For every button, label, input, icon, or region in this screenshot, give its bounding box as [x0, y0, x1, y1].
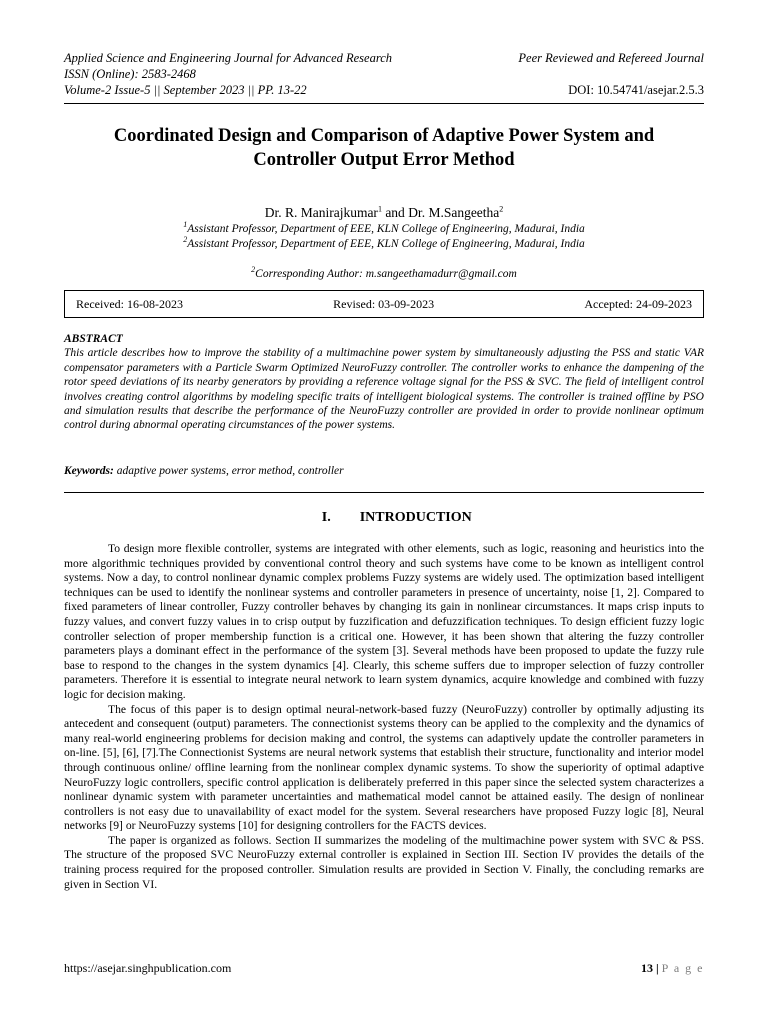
received-date: Received: 16-08-2023: [76, 296, 183, 311]
abstract-heading: ABSTRACT: [64, 333, 123, 345]
abstract: [64, 332, 704, 433]
paper-title: [64, 124, 704, 172]
section-heading: [64, 510, 704, 526]
dates-box: [64, 290, 704, 318]
issn: ISSN (Online): 2583-2468: [64, 67, 196, 81]
corresponding-author: [64, 265, 704, 280]
doi: DOI: 10.54741/asejar.2.5.3: [568, 83, 704, 97]
abstract-text: This article describes how to improve the stability of a multimachine power system by simultaneously adjusting the PSS and static VAR compensator parameters with a Particle Swarm Optimized NeuroFuzzy controller. The controller works to enhance the dampening of the rotor speed deviations of its nearby generators by providing a reference voltage signal for the PSS & SVC. The field of intelligent control involves creating control algorithms by modeling specific traits of intelligent biological systems. The controller is trained offline by PSO and simulation results that describe the performance of the NeuroFuzzy controller are provided in order to provide nonlinear optimum control during abnormal operating circumstances of the power systems.: [64, 347, 704, 432]
author-conjunction: and: [381, 205, 409, 220]
page-footer: [64, 961, 704, 976]
page-indicator: [641, 961, 704, 976]
section-number: I.: [321, 510, 331, 525]
affiliation-2: [64, 237, 704, 252]
keywords: [64, 465, 704, 477]
header-divider: [64, 103, 704, 104]
paragraph-1: To design more flexible controller, systems are integrated with other elements, such as logic, reasoning and heuristics into the more algorithmic techniques provided by conventional control theory and such systems have come to be known as intelligent control systems. Now a day, to control nonlinear dynamic complex problems Fuzzy systems are widely used. The optimization based intelligent techniques can be used to identify the nonlinear systems and controller parameters in presence of uncertainty, noise [1, 2]. Compared to fixed parameters of linear controller, Fuzzy controller behaves by changing its gain in nonlinear circumstances. It maps crisp inputs to fuzzy values, and convert fuzzy values in to crisp output by fuzzification and defuzzification techniques. To design efficient fuzzy logic controller selection of proper membership function is a critical one. However, it has been shown that altering the fuzzy controller parameters plays a dominant effect in the performance of the system [3]. Several methods have been proposed to update the fuzzy rule base to respond to the changes in the system dynamics [4]. Clearly, this scheme suffers due to improper selection of fuzzy controller parameters. Therefore it is essential to integrate neural network to learn system dynamics, acquire knowledge and combined with fuzzy logic for decision making.: [64, 542, 704, 701]
author-2: Dr. M.Sangeetha: [408, 205, 500, 220]
author-line: [64, 205, 704, 221]
journal-name: Applied Science and Engineering Journal for Advanced Research: [64, 51, 393, 65]
author-2-sup: 2: [499, 204, 504, 214]
page-separator: |: [652, 961, 662, 975]
affiliation-1-text: Assistant Professor, Department of EEE, KLN College of Engineering, Madurai, India: [187, 223, 585, 235]
body-text: [64, 542, 704, 892]
paragraph-3: The paper is organized as follows. Section II summarizes the modeling of the multimachine power system with SVC & PSS. The structure of the proposed SVC NeuroFuzzy external controller is explained in Section III. Section IV provides the details of the training process required for the proposed controller. Simulation results are provided in Section V. Finally, the concluding remarks are given in Section VI.: [64, 833, 704, 891]
author-1: Dr. R. Manirajkumar: [264, 205, 378, 220]
author-1-sup: 1: [377, 204, 382, 214]
paragraph-2: The focus of this paper is to design optimal neural-network-based fuzzy (NeuroFuzzy) controller by optimally adjusting its antecedent and consequent (output) parameters. The connectionist systems theory can be applied to the complexity and the dynamics of many real-world engineering problems for decision making and control, the systems can adaptively update the controller parameters in on-line. [5], [6], [7].The Connectionist Systems are neural network systems that establish their structure, functionality and interior model through continuous online/ offline learning from the nonlinear complex dynamic systems. To show the superiority of optimal adaptive NeuroFuzzy logic controllers, specific control application is deliberately preferred in this paper since the selected system characterizes a nonlinear dynamic system with parameter uncertainties and mathematical model cannot be attained easily. The design of nonlinear controllers is not easy due to unavailability of exact model for the system. Several researchers have proposed Fuzzy logic [8], Neural networks [9] or NeuroFuzzy systems [10] for designing controllers for the FACTS devices.: [64, 702, 704, 833]
affiliation-2-text: Assistant Professor, Department of EEE, KLN College of Engineering, Madurai, India: [187, 238, 585, 250]
affiliation-2-sup: 2: [183, 235, 188, 245]
page-word: P a g e: [661, 961, 704, 975]
title-line-1: Coordinated Design and Comparison of Adaptive Power System and: [113, 126, 655, 146]
corresponding-text: Corresponding Author: m.sangeethamadurr@gmail.com: [255, 268, 517, 280]
affiliation-1: [64, 222, 704, 237]
title-line-2: Controller Output Error Method: [253, 150, 515, 170]
revised-date: Revised: 03-09-2023: [333, 296, 435, 311]
affiliation-1-sup: 1: [183, 220, 188, 230]
keywords-text: adaptive power systems, error method, controller: [116, 465, 344, 477]
corresponding-sup: 2: [251, 265, 256, 275]
keywords-separator: :: [110, 465, 117, 477]
abstract-divider: [64, 492, 704, 493]
accepted-date: Accepted: 24-09-2023: [584, 296, 692, 311]
journal-header: [64, 50, 704, 98]
volume-info: Volume-2 Issue-5 || September 2023 || PP. 13-22: [64, 83, 307, 97]
page-number: 13: [640, 961, 653, 975]
affiliations: [64, 222, 704, 252]
section-title: INTRODUCTION: [359, 510, 472, 525]
footer-url[interactable]: https://asejar.singhpublication.com: [64, 961, 232, 975]
peer-review-label: Peer Reviewed and Refereed Journal: [518, 51, 704, 65]
keywords-label: Keywords: [64, 465, 110, 477]
